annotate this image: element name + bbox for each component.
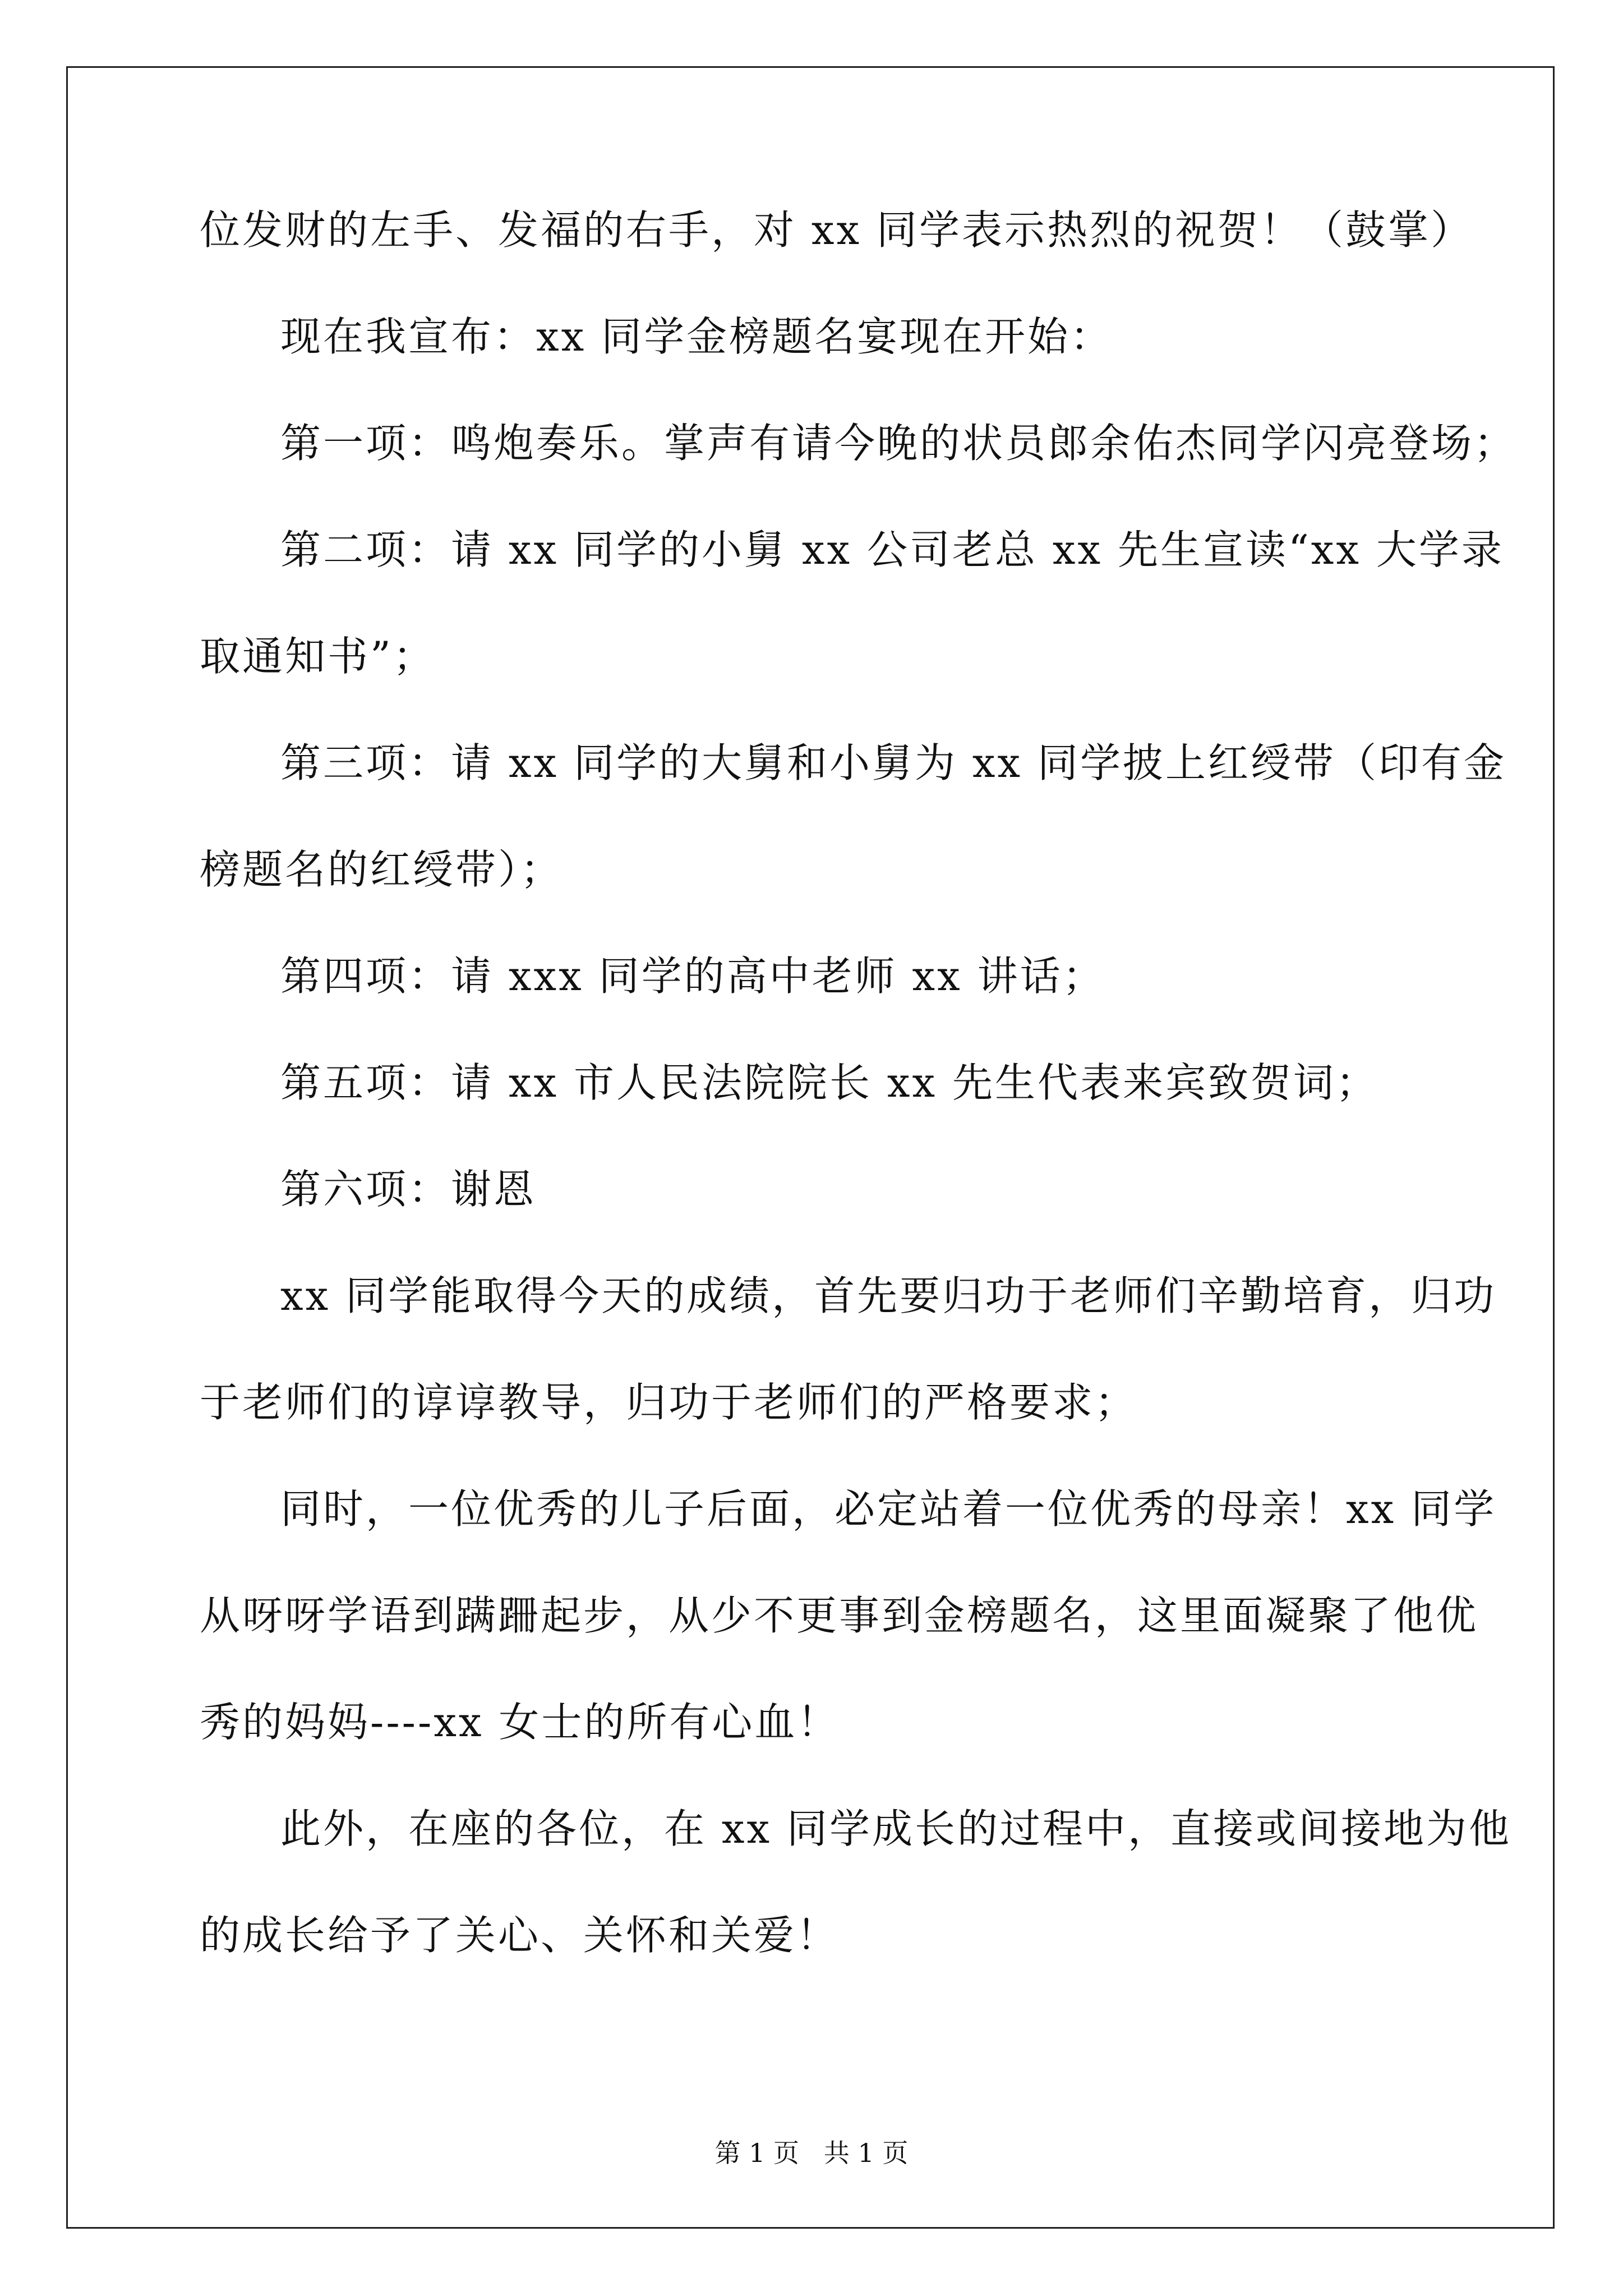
- text-line: 第五项：请 xx 市人民法院院长 xx 先生代表来宾致贺词；: [280, 1059, 1378, 1106]
- text-line: 同时，一位优秀的儿子后面，必定站着一位优秀的母亲！xx 同学: [280, 1485, 1497, 1533]
- text-line: 取通知书”；: [200, 633, 436, 680]
- text-line: 秀的妈妈----xx 女士的所有心血！: [200, 1699, 840, 1746]
- page-number-footer: 第 1 页 共 1 页: [714, 2138, 909, 2168]
- text-line: 第四项：请 xxx 同学的高中老师 xx 讲话；: [280, 953, 1105, 1000]
- text-line: 第二项：请 xx 同学的小舅 xx 公司老总 xx 先生宣读“xx 大学录: [280, 526, 1504, 573]
- page-border: [66, 66, 1555, 2229]
- text-line: 位发财的左手、发福的右手，对 xx 同学表示热烈的祝贺！（鼓掌）: [200, 206, 1473, 254]
- text-line: 第三项：请 xx 同学的大舅和小舅为 xx 同学披上红绶带（印有金: [280, 739, 1506, 786]
- text-line: 此外，在座的各位，在 xx 同学成长的过程中，直接或间接地为他: [280, 1805, 1511, 1852]
- text-line: 榜题名的红绶带）；: [200, 846, 564, 893]
- text-line: 第六项：谢恩: [280, 1166, 537, 1213]
- text-line: 的成长给予了关心、关怀和关爱！: [200, 1912, 840, 1959]
- text-line: xx 同学能取得今天的成绩，首先要归功于老师们辛勤培育，归功: [280, 1272, 1497, 1319]
- text-line: 现在我宣布：xx 同学金榜题名宴现在开始：: [280, 313, 1113, 360]
- text-line: 从呀呀学语到蹒跚起步，从少不更事到金榜题名，这里面凝聚了他优: [200, 1592, 1479, 1639]
- text-line: 第一项：鸣炮奏乐。掌声有请今晚的状员郎余佑杰同学闪亮登场；: [280, 420, 1517, 467]
- text-line: 于老师们的谆谆教导，归功于老师们的严格要求；: [200, 1379, 1138, 1426]
